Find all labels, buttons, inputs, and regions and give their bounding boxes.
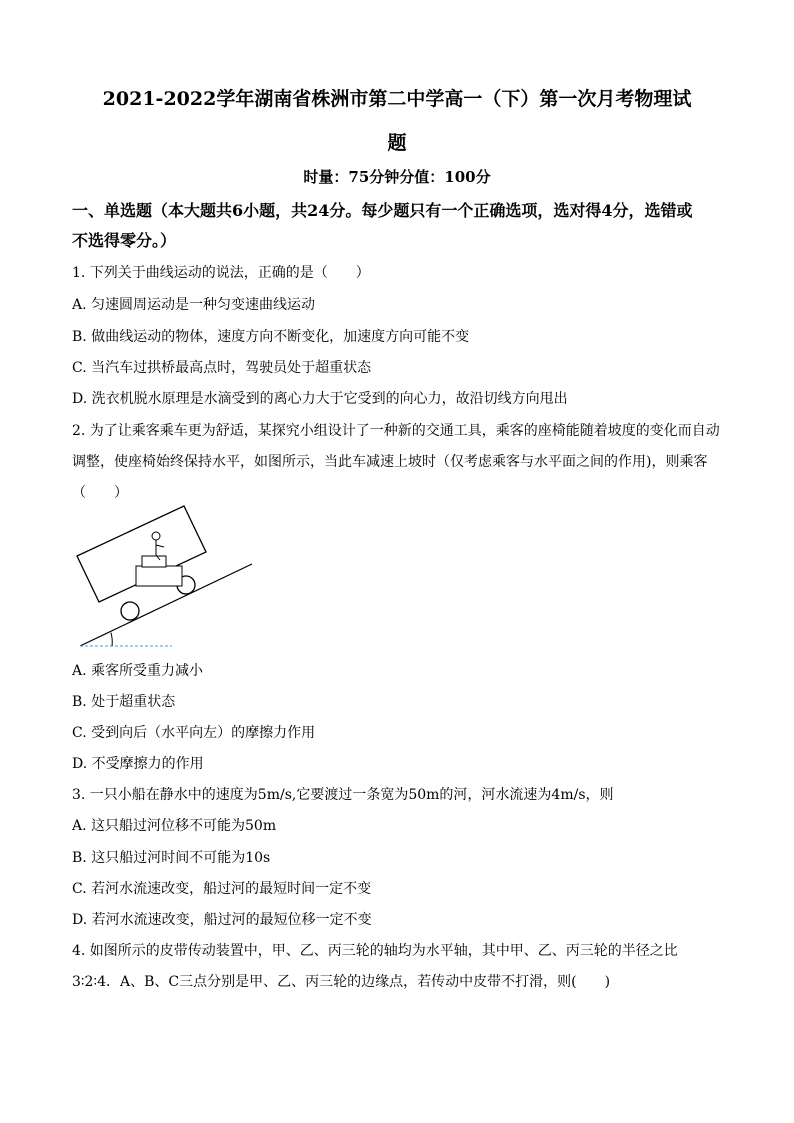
q2-answer-bracket: （ ） [72, 485, 128, 501]
q4-stem: 4. 如图所示的皮带传动装置中，甲、乙、丙三轮的轴均为水平轴，其中甲、乙、丙三轮的半径之比 [72, 943, 678, 959]
q2-stem-continued: 调整，使座椅始终保持水平，如图所示，当此车减速上坡时（仅考虑乘客与水平面之间的作用)，则乘客 [72, 454, 708, 470]
q3-option-c: C. 若河水流速改变，船过河的最短时间一定不变 [72, 881, 372, 897]
q1-option-b: B. 做曲线运动的物体，速度方向不断变化，加速度方向可能不变 [72, 329, 470, 345]
q2-option-c: C. 受到向后（水平向左）的摩擦力作用 [72, 725, 316, 741]
rear-wheel [121, 602, 139, 620]
q3-stem: 3. 一只小船在静水中的速度为5m/s,它要渡过一条宽为50m的河，河水流速为4m/s，则 [72, 787, 614, 803]
page-title: 2021-2022学年湖南省株洲市第二中学高一（下）第一次月考物理试 [102, 88, 692, 110]
q1-option-d: D. 洗衣机脱水原理是水滴受到的离心力大于它受到的向心力，故沿切线方向甩出 [72, 391, 568, 407]
q1-option-c: C. 当汽车过拱桥最高点时，驾驶员处于超重状态 [72, 360, 372, 376]
q3-option-a: A. 这只船过河位移不可能为50m [72, 818, 277, 834]
seat [142, 556, 166, 567]
section-heading: 一、单选题（本大题共6小题，共24分。每少题只有一个正确选项，选对得4分，选错或 [72, 201, 693, 220]
q2-stem: 2. 为了让乘客乘车更为舒适，某探究小组设计了一种新的交通工具，乘客的座椅能随着坡度的变化而自动 [72, 423, 720, 439]
q2-option-d: D. 不受摩擦力的作用 [72, 756, 204, 772]
angle-arc [111, 633, 112, 646]
q4-stem-continued: 3∶2∶4．A、B、C三点分别是甲、乙、丙三轮的边缘点，若传动中皮带不打滑，则( ) [72, 974, 611, 990]
q3-option-b: B. 这只船过河时间不可能为10s [72, 850, 271, 866]
exam-meta: 时量：75分钟分值：100分 [303, 168, 491, 186]
q2-option-a: A. 乘客所受重力减小 [72, 663, 204, 679]
section-heading-continued: 不选得零分。） [72, 231, 177, 250]
q3-option-d: D. 若河水流速改变，船过河的最短位移一定不变 [72, 912, 372, 928]
page-title-continued: 题 [387, 132, 407, 154]
seat-base [136, 566, 182, 586]
vehicle-on-slope-figure [72, 500, 262, 656]
q1-stem: 1. 下列关于曲线运动的说法，正确的是（ ） [72, 265, 370, 281]
q1-option-a: A. 匀速圆周运动是一种匀变速曲线运动 [72, 297, 316, 313]
q2-option-b: B. 处于超重状态 [72, 694, 176, 710]
